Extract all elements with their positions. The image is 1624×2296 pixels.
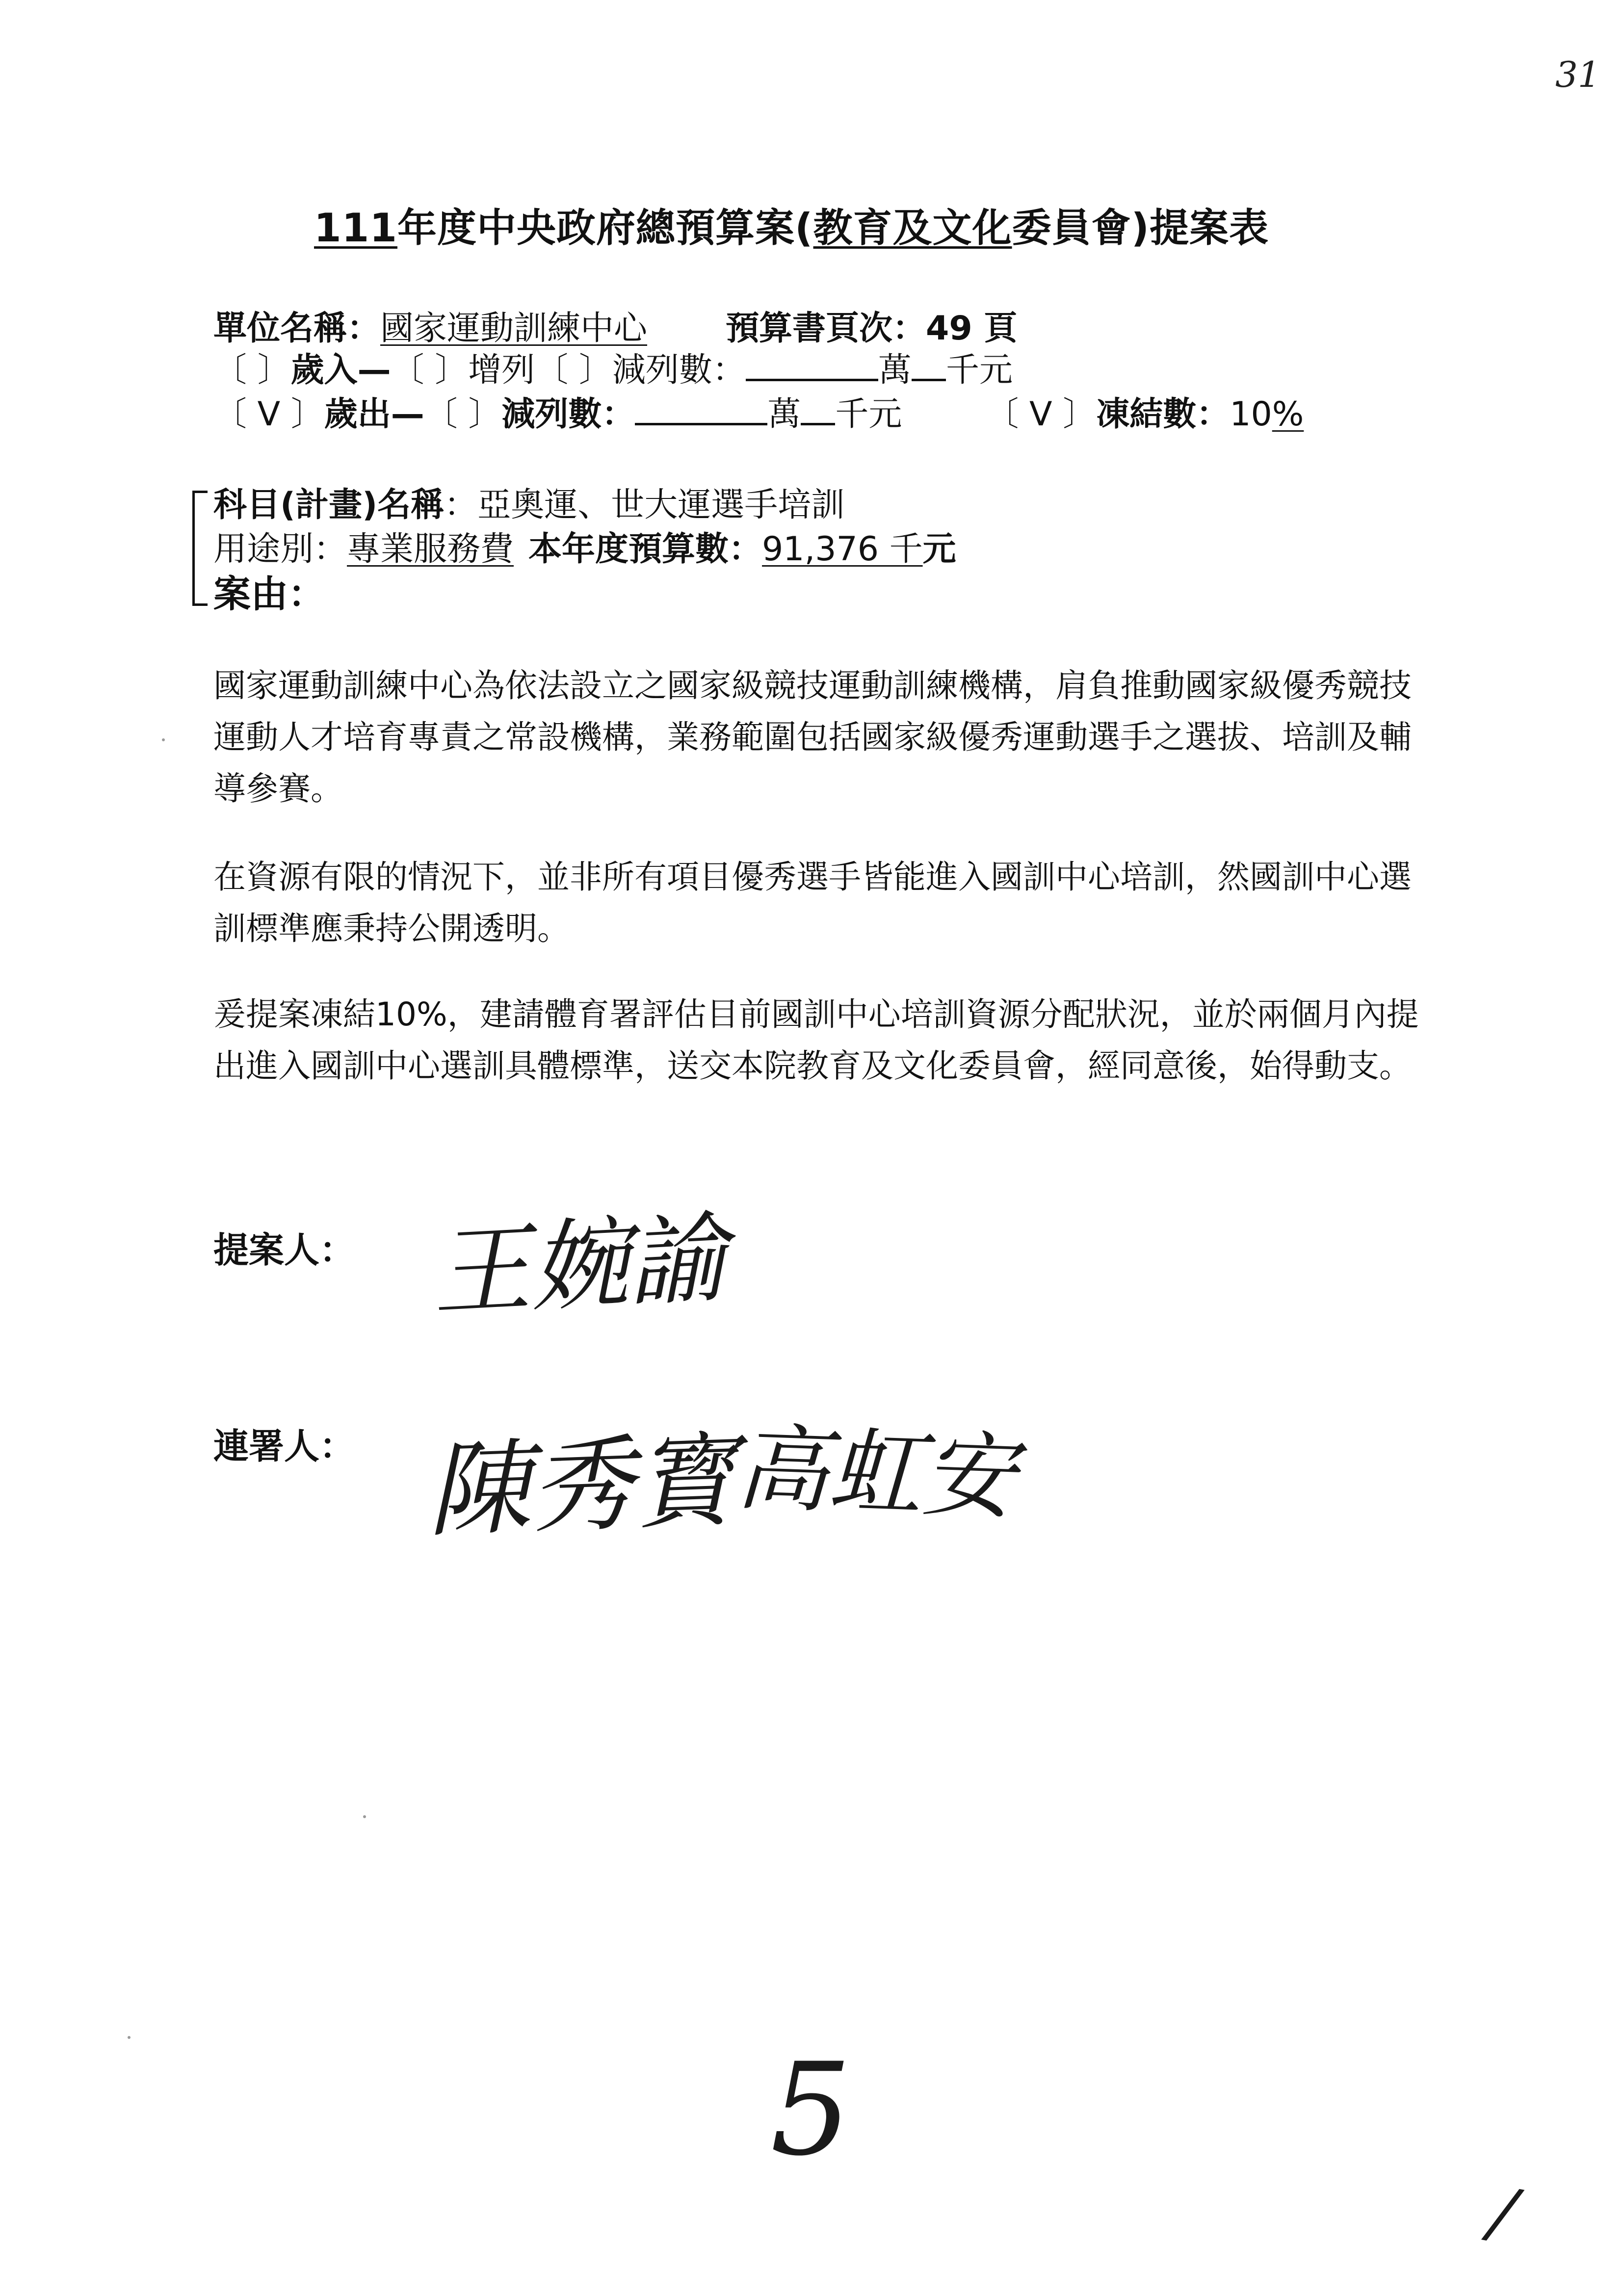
title-committee: 教育及文化 [813,205,1012,251]
proposer-label: 提案人： [213,1229,355,1271]
cosigner-signature-1: 陳秀寳 [425,1420,738,1551]
usage-row [213,522,956,570]
subject-label: 科目(計畫)名稱 [213,486,445,524]
scan-speck [128,2036,131,2039]
expense-decrease-label: 減列數： [501,395,635,434]
increase-label: 增列 [468,351,535,390]
unit-row [213,302,1017,349]
expense-wan: 萬 [767,395,801,434]
unit-label: 單位名稱： [213,309,381,348]
reason-paragraph-2: 在資源有限的情況下，並非所有項目優秀選手皆能進入國訓中心培訓，然國訓中心選訓標準應秉持公開透明。 [213,858,1412,947]
bottom-handwritten-number: 5 [770,2036,852,2184]
budget-amount-unit: 元 [922,530,956,569]
revenue-qianyuan: 千元 [945,351,1013,390]
reason-paragraph-1: 國家運動訓練中心為依法設立之國家級競技運動訓練機構，肩負推動國家級優秀競技運動人才培育專責之常設機構，業務範圍包括國家級優秀運動選手之選拔、培訓及輔導參賽。 [213,667,1412,808]
decrease-label: 減列數： [612,351,746,390]
page-number: 31 [1555,54,1600,95]
subject-colon: ： [444,486,478,524]
subject-row [213,478,844,526]
revenue-wan: 萬 [878,351,912,390]
revenue-label: 歲入— [290,351,391,390]
reason-paragraph-3: 爰提案凍結10%，建請體育署評估目前國訓中心培訓資源分配狀況，並於兩個月內提出進入國訓中心選訓具體標準，送交本院教育及文化委員會，經同意後，始得動支。 [213,995,1419,1085]
expense-qianyuan: 千元 [835,395,902,434]
expense-decrease-checkbox: 〔 〕 [424,395,502,434]
reason-label: 案由： [213,572,325,616]
form-title [314,196,1269,253]
expense-label: 歲出— [324,395,424,434]
increase-checkbox: 〔 〕 [391,351,469,390]
title-part1: 年度中央政府總預算案( [397,205,813,251]
unit-value: 國家運動訓練中心 [380,309,648,348]
corner-pen-mark: / [1485,2172,1521,2255]
cosigner-label: 連署人： [213,1426,355,1467]
subject-value: 亞奧運、世大運選手培訓 [477,486,845,524]
usage-label: 用途別： [213,530,347,569]
decrease-checkbox: 〔 〕 [535,351,612,390]
budget-page-value: 49 頁 [926,309,1018,348]
freeze-checkbox: 〔 V 〕 [985,395,1097,434]
expense-checkbox: 〔 V 〕 [213,395,324,434]
cosigner-signature-2: 高虹安 [733,1414,1018,1532]
title-year: 111 [314,205,397,251]
subject-bracket [192,491,208,606]
budget-amount-value: 91,376 千 [762,530,923,569]
proposer-signature: 王婉諭 [429,1201,730,1331]
revenue-row [213,343,1013,391]
expense-qian-blank [801,395,835,425]
scan-speck [363,1815,366,1818]
freeze-label: 凍結數： [1096,395,1230,434]
revenue-wan-blank [746,351,878,381]
usage-value: 專業服務費 [347,530,514,569]
scan-speck [162,738,165,741]
revenue-checkbox: 〔 〕 [213,351,291,390]
freeze-unit: % [1272,395,1304,434]
revenue-qian-blank [912,351,946,381]
expense-wan-blank [635,395,767,425]
budget-page-label: 預算書頁次： [726,309,926,348]
expense-row [213,388,1304,435]
freeze-value: 10 [1230,395,1272,434]
budget-amount-label: 本年度預算數： [528,530,762,569]
title-part2: 委員會)提案表 [1012,205,1269,251]
